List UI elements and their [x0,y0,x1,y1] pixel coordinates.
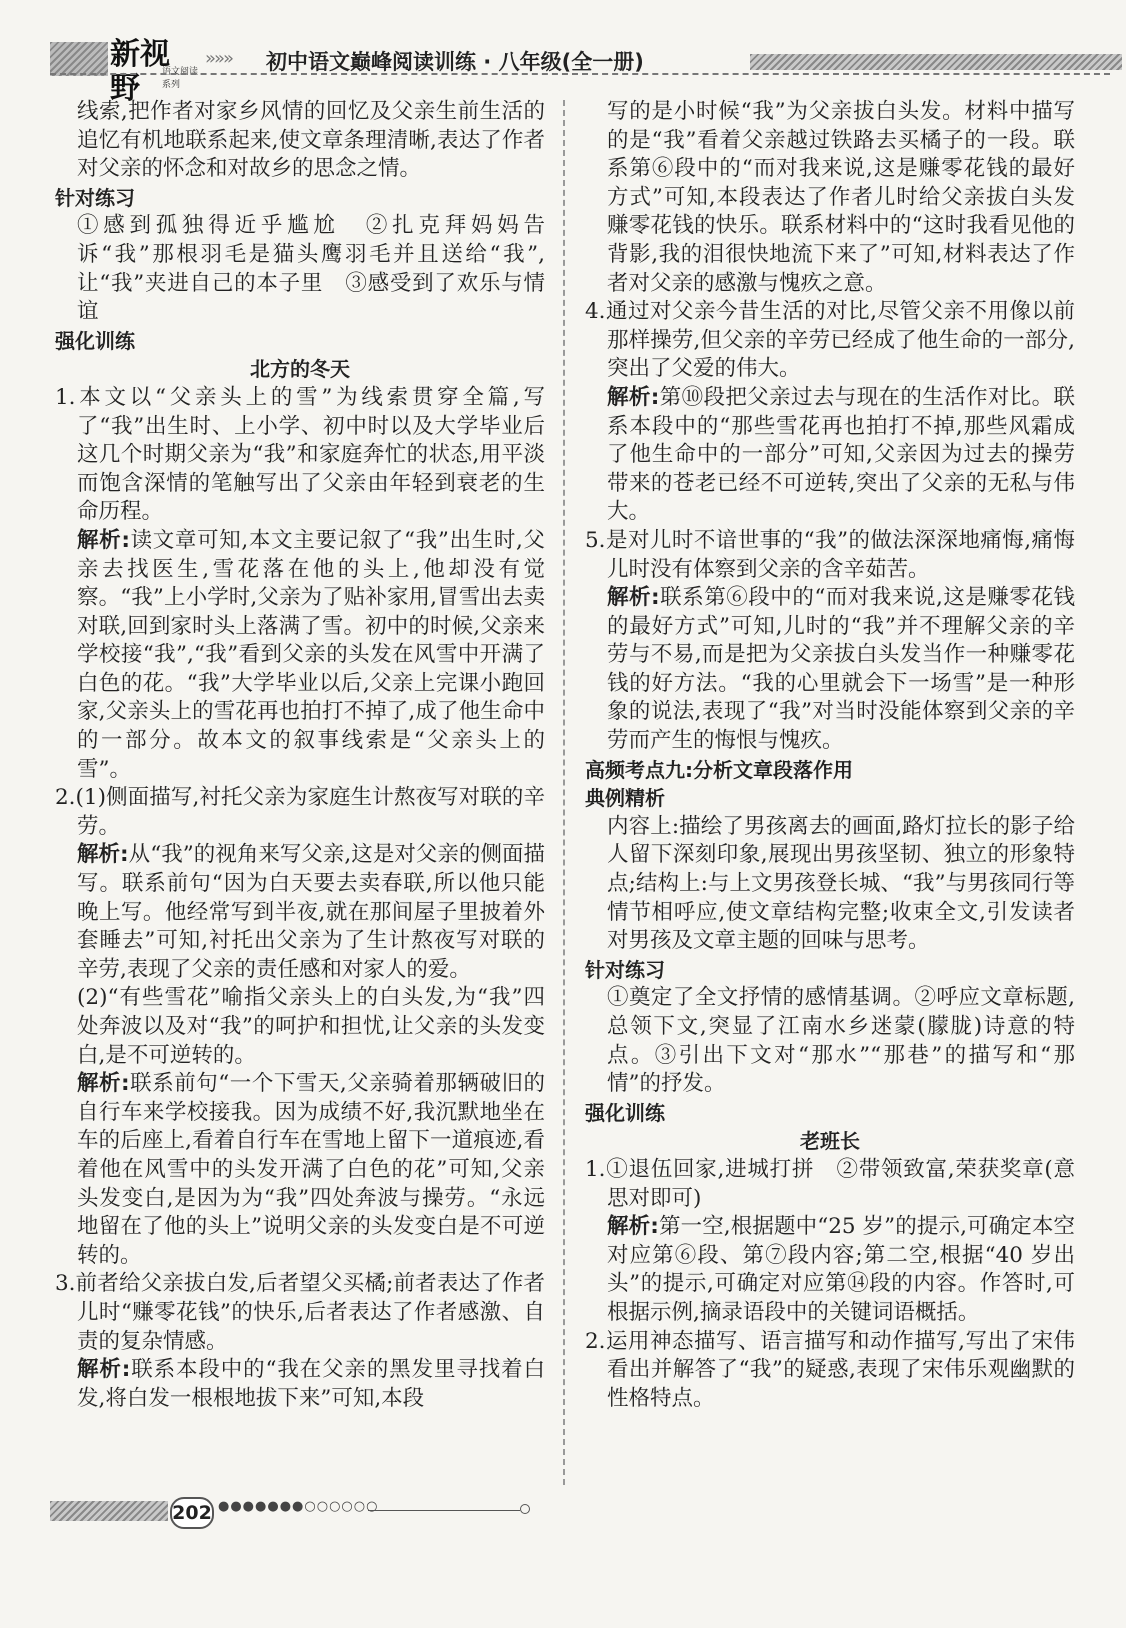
arrows-icon: »»» [205,48,233,69]
analysis-4 [585,384,1075,527]
analysis-text: 联系前句“一个下雪天,父亲骑着那辆破旧的自行车来学校接我。因为成绩不好,我沉默地坐在车的后座上,看着自行车在雪地上留下一道痕迹,看着他在风雪中的头发开满了白色的花”可知,父亲头发变白,是因为为“我”四处奔波与操劳。“永远地留在了他的头上”说明父亲的头发变白是不可逆转的。 [77,1071,545,1268]
analysis-label: 解析: [607,384,660,410]
answer-3: 3.前者给父亲拔白发,后者望父买橘;前者表达了作者儿时“赚零花钱”的快乐,后者表达了作者感激、自责的复杂情感。 [55,1271,545,1354]
example-answer: 内容上:描绘了男孩离去的画面,路灯拉长的影子给人留下深刻印象,展现出男孩坚韧、独立的形象特点;结构上:与上文男孩登长城、“我”与男孩同行等情节相呼应,使文章结构完整;收束全文,引发读者对男孩及文章主题的回味与思考。 [607,813,1075,954]
article-title: 老班长 [800,1129,860,1154]
column-divider [563,100,565,1485]
header-decor-bar [750,54,1122,70]
footer-decor-bar [50,1501,168,1521]
practice-answer: ①感到孤独得近乎尴尬 ②扎克拜妈妈告诉“我”那根羽毛是猫头鹰羽毛并且送给“我”,让“我”夹进自己的本子里 ③感受到了欢乐与情谊 [77,213,545,325]
answer-4: 4.通过对父亲今昔生活的对比,尽管父亲不用像以前那样操劳,但父亲的辛劳已经成了他生命的一部分,突出了父爱的伟大。 [585,299,1075,382]
section-heading: 针对练习 [585,957,665,982]
series-logo-subtitle: 语文阅读系列 [162,67,199,90]
analysis-2-2 [55,1070,545,1270]
analysis-r1 [585,1213,1075,1327]
answer-r1: 1.①退伍回家,进城打拼 ②带领致富,荣获奖章(意思对即可) [585,1156,1075,1211]
answer-r2: 2.运用神态描写、语言描写和动作描写,写出了宋伟看出并解答了“我”的疑惑,表现了宋伟乐观幽默的性格特点。 [585,1328,1075,1411]
analysis-5 [585,584,1075,756]
analysis-text: 第一空,根据题中“25 岁”的提示,可确定本空对应第⑥段、第⑦段内容;第二空,根据“40 岁出头”的提示,可确定对应第⑭段的内容。作答时,可根据示例,摘录语段中的关键词语概括。 [607,1214,1075,1325]
left-column [55,98,545,1413]
header-rule [50,73,1110,75]
article-title: 北方的冬天 [250,357,350,382]
analysis-label: 解析: [77,842,129,868]
section-heading: 强化训练 [585,1100,665,1125]
answer-1: 1.本文以“父亲头上的雪”为线索贯穿全篇,写了“我”出生时、上小学、初中时以及大学毕业后这几个时期父亲为“我”和家庭奔忙的状态,用平淡而饱含深情的笔触写出了父亲由年轻到衰老的生命历程。 [55,384,545,525]
analysis-label: 解析: [77,1071,130,1097]
analysis-text: 从“我”的视角来写父亲,这是对父亲的侧面描写。联系前句“因为白天要去卖春联,所以他只能晚上写。他经常写到半夜,就在那间屋子里披着外套睡去”可知,衬托出父亲为了生计熬夜写对联的辛劳,表现了父亲的责任感和对家人的爱。 [77,842,545,982]
analysis-label: 解析: [607,585,660,611]
analysis-text: 联系第⑥段中的“而对我来说,这是赚零花钱的最好方式”可知,儿时的“我”并不理解父亲的辛劳与不易,而是把为父亲拔白头发当作一种赚零花钱的好方法。“我的心里就会下一场雪”是一种形象的说法,表现了“我”对当时没能体察到父亲的辛劳而产生的悔恨与愧疚。 [607,585,1075,754]
right-column [585,98,1075,1413]
footer-line [368,1510,520,1511]
book-title: 初中语文巅峰阅读训练 · 八年级(全一册) [266,50,644,74]
analysis-label: 解析: [77,1357,131,1383]
topic-heading: 高频考点九:分析文章段落作用 [585,757,853,782]
series-logo-bar [50,37,200,106]
analysis-3 [55,1356,545,1413]
series-logo: 新视野 [108,38,200,106]
section-heading: 针对练习 [55,185,135,210]
analysis-label: 解析: [77,527,130,553]
answer-2-2: (2)“有些雪花”喻指父亲头上的白头发,为“我”四处奔波以及对“我”的呵护和担忧,让父亲的头发变白,是不可逆转的。 [77,985,545,1068]
page-footer [50,1497,530,1529]
analysis-label: 解析: [607,1214,659,1240]
section-heading: 典例精析 [585,786,665,811]
intro-text: 线索,把作者对家乡风情的回忆及父亲生前生活的追忆有机地联系起来,使文章条理清晰,表达了作者对父亲的怀念和对故乡的思念之情。 [77,99,545,182]
section-heading: 强化训练 [55,328,135,353]
page-number: 202 [170,1497,214,1529]
practice-answer: ①奠定了全文抒情的感情基调。②呼应文章标题,总领下文,突显了江南水乡迷蒙(朦胧)诗意的特点。③引出下文对“那水”“那巷”的描写和“那情”的抒发。 [607,985,1075,1097]
answer-2-1: 2.(1)侧面描写,衬托父亲为家庭生计熬夜写对联的辛劳。 [55,785,545,839]
analysis-text: 联系本段中的“我在父亲的黑发里寻找着白发,将白发一根根地拔下来”可知,本段 [77,1357,545,1411]
analysis-text: 读文章可知,本文主要记叙了“我”出生时,父亲去找医生,雪花落在他的头上,他却没有觉察。“我”上小学时,父亲为了贴补家用,冒雪出去卖对联,回到家时头上落满了雪。初中的时候,父亲来学校接“我”,“我”看到父亲的头发在风雪中开满了白色的花。“我”大学毕业以后,父亲上完课小跑回家,父亲头上的雪花再也拍打不掉了,成了他生命中的一部分。故本文的叙事线索是“父亲头上的雪”。 [77,527,546,782]
analysis-2-1 [55,841,545,984]
analysis-3-continued: 写的是小时候“我”为父亲拔白头发。材料中描写的是“我”看着父亲越过铁路去买橘子的一段。联系第⑥段中的“而对我来说,这是赚零花钱的最好方式”可知,本段表达了作者儿时给父亲拔白头发赚零花钱的快乐。联系材料中的“这时我看见他的背影,我的泪很快地流下来了”可知,材料表达了作者对父亲的感激与愧疚之意。 [607,99,1075,296]
footer-dots: ●●●●●●●○○○○○○ [218,1499,379,1514]
footer-end-circle [520,1504,530,1514]
analysis-1 [55,527,545,784]
answer-5: 5.是对儿时不谙世事的“我”的做法深深地痛悔,痛悔儿时没有体察到父亲的含辛茹苦。 [585,527,1075,582]
analysis-text: 第⑩段把父亲过去与现在的生活作对比。联系本段中的“那些雪花再也拍打不掉,那些风霜成了他生命中的一部分”可知,父亲因为过去的操劳带来的苍老已经不可逆转,突出了父亲的无私与伟大。 [607,384,1075,525]
